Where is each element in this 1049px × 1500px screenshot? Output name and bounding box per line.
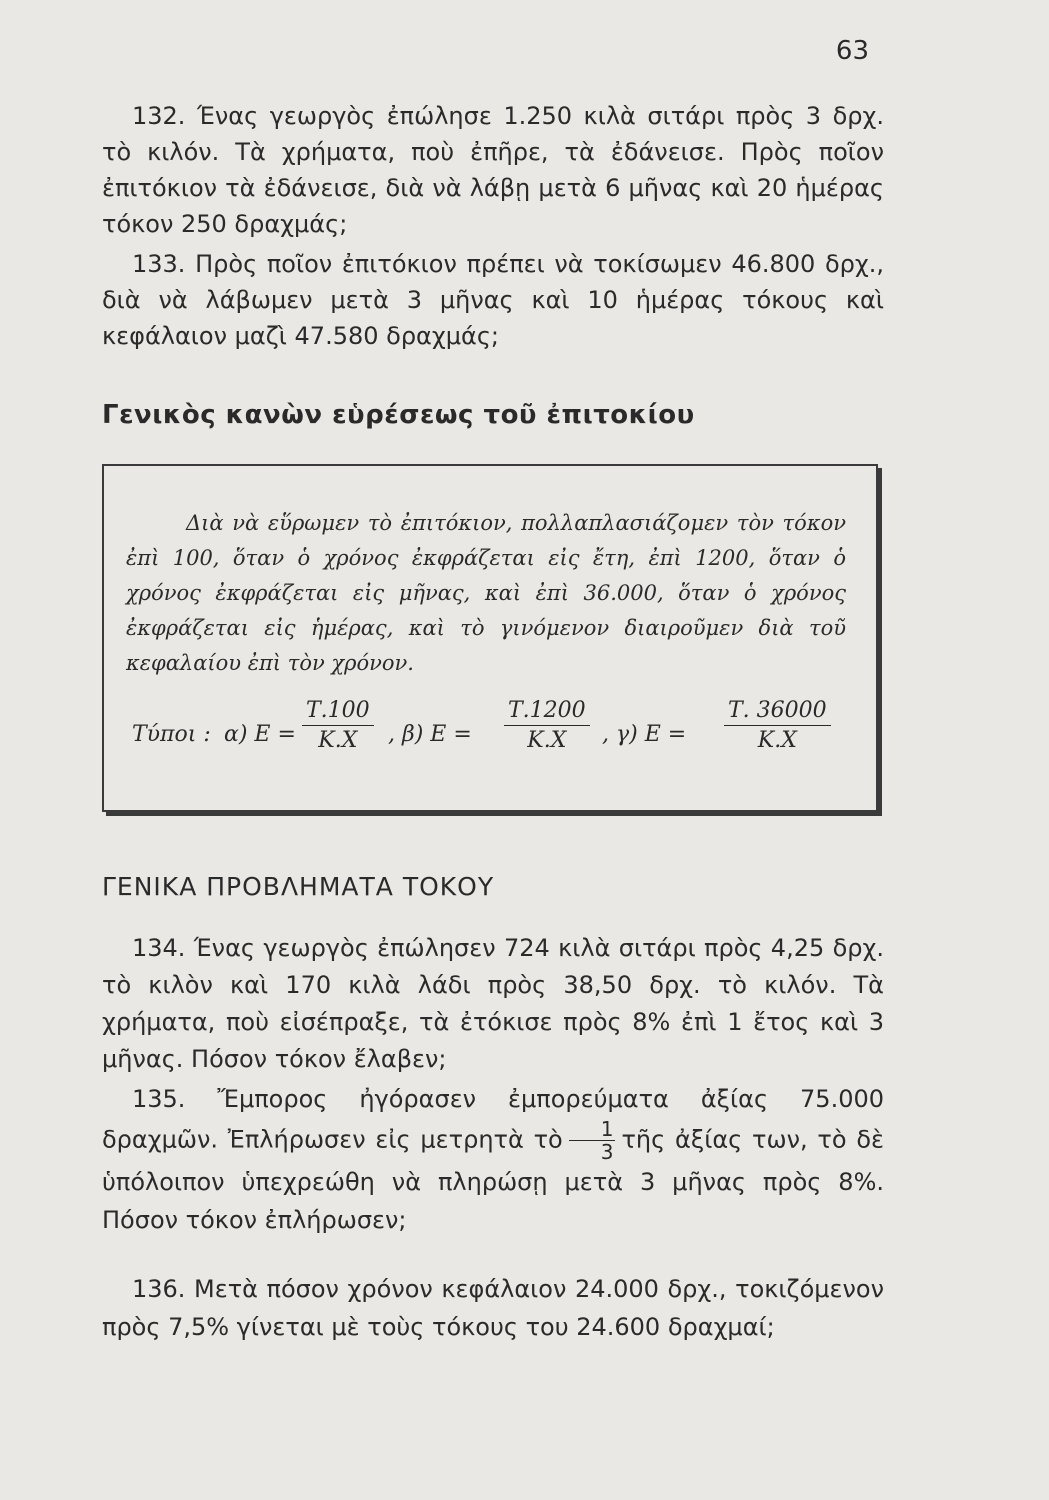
rule-heading: Γενικὸς κανὼν εὑρέσεως τοῦ ἐπιτοκίου [102, 400, 695, 430]
problem-text: Ένας γεωργὸς ἐπώλησε 1.250 κιλὰ σιτάρι πρὸς 3 δρχ. τὸ κιλόν. Τὰ χρήματα, ποὺ ἐπῆρε, τὰ ἐδάνεισε. Πρὸς ποῖον ἐπιτόκιον τὰ ἐδάνεισε, διὰ νὰ λάβῃ μετὰ 6 μῆνας καὶ 20 ἡμέρας τόκον 250 δραχμάς; [102, 102, 884, 238]
problem-135-text-a: 135. Ἔμπορος ἠγόρασεν ἐμπορεύματα ἀξίας 75.000 δραχμῶν. Ἐπλήρωσεν εἰς μετρητὰ τὸ [102, 1085, 884, 1154]
problem-133 [102, 246, 884, 354]
formula-label: Τύποι : [132, 722, 211, 747]
formula-c-denominator: Κ.Χ [757, 728, 797, 753]
formula-b-denominator: Κ.Χ [527, 728, 567, 753]
section-title: ΓΕΝΙΚΑ ΠΡΟΒΛΗΜΑΤΑ ΤΟΚΟΥ [102, 872, 495, 901]
problem-text: Πρὸς ποῖον ἐπιτόκιον πρέπει νὰ τοκίσωμεν 46.800 δρχ., διὰ νὰ λάβωμεν μετὰ 3 μῆνας καὶ 10 ἡμέρας τόκους καὶ κεφάλαιον μαζὶ 47.580 δραχμάς; [102, 250, 884, 350]
fraction-numerator: 1 [569, 1118, 616, 1141]
formula-c-prefix: , γ) Ε = [602, 722, 687, 747]
formula-a-numerator: Τ.100 [302, 698, 374, 726]
formula-a-denominator: Κ.Χ [318, 728, 358, 753]
problem-135 [102, 1080, 884, 1239]
problem-135-text-b: τῆς ἀξίας των, τὸ δὲ ὑπόλοιπον ὑπεχρεώθη νὰ πληρώσῃ μετὰ 3 μῆνας πρὸς 8%. Πόσον τόκον ἐπλήρωσεν; [102, 1125, 884, 1234]
one-third-fraction [569, 1118, 616, 1163]
problem-132 [102, 98, 884, 242]
problem-number: 132. [132, 102, 186, 130]
problem-number: 133. [132, 250, 186, 278]
formula-b-numerator: Τ.1200 [504, 698, 590, 726]
formula-row [124, 698, 864, 778]
formula-a-prefix: α) Ε = [224, 722, 296, 747]
formula-c-fraction [724, 698, 831, 753]
rule-box [102, 464, 878, 812]
formula-b-prefix: , β) Ε = [388, 722, 472, 747]
formula-c-numerator: Τ. 36000 [724, 698, 831, 726]
page-number: 63 [835, 36, 869, 66]
fraction-denominator: 3 [600, 1140, 614, 1164]
formula-b-fraction [504, 698, 590, 753]
rule-text: Διὰ νὰ εὕρωμεν τὸ ἐπιτόκιον, πολλαπλασιάζομεν τὸν τόκον ἐπὶ 100, ὅταν ὁ χρόνος ἐκφράζεται εἰς ἔτη, ἐπὶ 1200, ὅταν ὁ χρόνος ἐκφράζεται εἰς μῆνας, καὶ ἐπὶ 36.000, ὅταν ὁ χρόνος ἐκφράζεται εἰς ἡμέρας, καὶ τὸ γινόμενον διαιροῦμεν διὰ τοῦ κεφαλαίου ἐπὶ τὸν χρόνον. [126, 511, 846, 675]
problem-136: 136. Μετὰ πόσον χρόνον κεφάλαιον 24.000 δρχ., τοκιζόμενον πρὸς 7,5% γίνεται μὲ τοὺς τόκους του 24.600 δραχμαί; [102, 1275, 884, 1341]
formula-a-fraction [302, 698, 374, 753]
problem-134: 134. Ένας γεωργὸς ἐπώλησεν 724 κιλὰ σιτάρι πρὸς 4,25 δρχ. τὸ κιλὸν καὶ 170 κιλὰ λάδι πρὸς 38,50 δρχ. τὸ κιλόν. Τὰ χρήματα, ποὺ εἰσέπραξε, τὰ ἐτόκισε πρὸς 8% ἐπὶ 1 ἔτος καὶ 3 μῆνας. Πόσον τόκον ἔλαβεν; [102, 934, 884, 1073]
